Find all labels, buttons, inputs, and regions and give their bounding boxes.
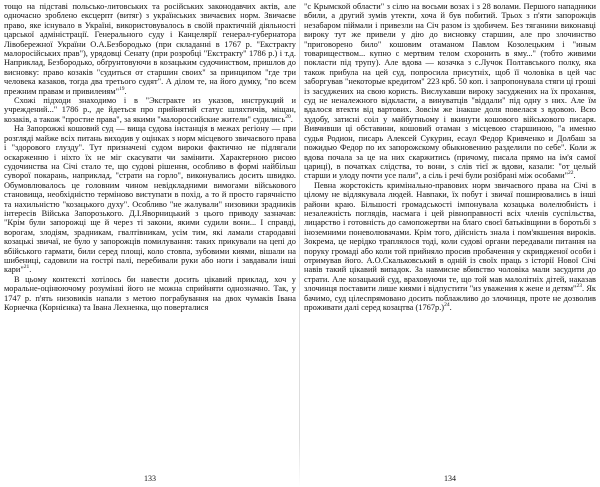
text-run: . bbox=[449, 303, 452, 312]
text-run: . Як бачимо, суд цілеспрямовано досить поблажливо до злочинця, проте не дозволив проживати далі серед козацтва (1767р.) bbox=[304, 284, 596, 312]
right-page-number: 134 bbox=[444, 474, 456, 483]
text-run: тощо на підставі польсько-литовських та російських законодавчих актів, але одночасно зроблено ексцерпт (витяг) з українських звичаєвих норм. Звичаєве право, яке існувало в Україні, використовувалось в своїй практичній діяльності царської адміністрації. Генерального суду і Канцелярії генерал-губернатора Лівобережної України О.А.Безбородько (при складанні в 1767 р. "Екстракту малоросійських прав"), урядовці Сенату (при розробці "Екстракту" 1786 р.) і т.д. Наприклад, Безбородько, обґрунтовуючи в козацьким судочинством, пришлов до висновку: право козаків "судиться от старшин своих" за принципом "где три человека казаков, тогда два третього судят". А ділом те, на його думку, "по всем прежним правам и привилеиям" bbox=[4, 2, 296, 96]
text-run: . bbox=[573, 171, 576, 181]
text-run: "с Крымской области" з сілю на восьми возах і з 28 волами. Першого нападники вбили, а другий зумів утекти, хоча й був побитий. Трьох з п'яти запорожців незабаром піймали і привезли на Січ разом із здобичем. Без тяганини виконавці вироку тут же привели у дію до висновку старшин, але про злочинство "приговорено било" кошовим отаманом Павлом Козолецьким і "иным товариществом... купно с мертвим телом схоронить в яму..." (тобто живими покласти під трупу). Але вдова — козачка з с.Лучок Полтавського полку, яка також прибула на цей суд, попросила присутніх, щоб її чоловіка в цей час заборгував "некоторые кредитом" 223 крб. 50 коп. і запропонувала стяги ці гроші із засуджених на свою користь. Вислухавши вироку засуджених на їх прохання, суд не неналежного відкласти, а винуватців "віддали" під одну з них. Але їм вдалося втекти від вартових. Зовсім же інакше доля повелася з вдовою. Всю худобу, затисні соіл у майбутньому і вкинути кошового військового писаря. Вивчивши ці обставини, кошовий отаман з місцевою старшиною, "а именно судья Родион, писарь Алексей Сукурин, есаул Федор Кривченко и Долбаш за пожидью Федор по их запорожскому обыкновению разделили по себе". Коли ж вдова почала за це на них скаржитись (причому, писала прямо на ім'я самої цариці), в початках слідства, то вони, з слів тієї ж вдови, казали: "от целый старши и улоду почти усе пали", а сіль і речі були розібрані між особами" bbox=[304, 2, 596, 181]
text-run: Схожі підходи знаходимо і в "Экстракте из указов, инструкций и учреждений..." 1786 р., де йдеться про прийнятий статус шляхтичів, міщан, козаків, а також "простие права", за якими "малороссийские жители" судились bbox=[4, 96, 296, 124]
footnote-marker: 19 bbox=[118, 85, 125, 92]
left-page-number: 133 bbox=[144, 474, 156, 483]
footnote-marker: 22 bbox=[568, 170, 574, 177]
right-page-text bbox=[304, 2, 596, 312]
text-run: . bbox=[29, 265, 32, 275]
text-run: . bbox=[290, 114, 293, 124]
paragraph bbox=[304, 2, 596, 181]
footnote-marker: 20 bbox=[285, 114, 291, 121]
right-page bbox=[304, 2, 596, 481]
paragraph bbox=[304, 181, 596, 313]
text-run: В цьому контексті хотілось би навести досить цікавий приклад, хоч у моральне-оцінюючому розумінні його не можна сприйняти однозначно. Так, у 1747 р. п'ять низовиків напали з метою пограбування на двох чумаків Івана Корнечка (Корнієнка) та Івана Лехненка, що поверталися bbox=[4, 274, 296, 312]
page-gutter bbox=[299, 0, 300, 487]
footnote-marker: 21 bbox=[23, 264, 30, 271]
paragraph bbox=[4, 96, 296, 124]
paragraph bbox=[4, 124, 296, 275]
footnote-marker: 23 bbox=[576, 283, 582, 290]
left-page-text bbox=[4, 2, 296, 312]
text-run: Певна жорстокість кримінально-правових норм звичаєвого права на Січі в цілому не відлякувала людей. Навпаки, їх побут і звичаї поширювались в інші райони краю. Більшості громадськості імпонувала козацька волелюбність і незалежність поглядів, насмага і цей рівноправності всіх членів суспільства, лицарство і готовність до самопожертви на благо своєї батьківщини в боротьбі з іноземними поневолювачами. Крім того, дійсність знала і пом'якшення вироків. Зокрема, це нерідко траплялося тоді, коли судові органи передавали питання на поруку громаді або коли той прийняло просив пробачення у скривдженої особи і отримував його. А.О.Скальковський в одній із своїх праць з історії Нової Січі навів такий цікавий випадок. За навмисне вбивство чоловіка мали засудити до страти. Але козацький суд, враховуючи те, що той мав малолітніх дітей, наказав злочинця поставити лише киями і відпустити "из уважения к жене и детям" bbox=[304, 180, 596, 294]
text-run: На Запорожжі кошовий суд — вища судова інстанція в межах регіону — при розгляді майже всіх питань виходив у оцінках з норм місцевого звичаєвого права і "здорового глузду". Тут призначені судом вироки фактично не підлягали оскарженню і ніхто їх не міг скасувати чи замінити. Характерною рисою судочинства на Січі стало те, що судові рішення, особливо в формі найбільш суворої покарань, наприклад, "страти на горло", виконувались досить швидко. Обумовлювалось це головним чином невідкладними вимогами військового становища, необхідністю терміново виступати в похід, а то й просто гарячністю та нахильністю "козацького духу". Особливо "не жалували" низовики зрадників інтересів Війська Запорозького. Д.І.Яворницький з цього приводу зазначав: "Крім були запорожці ще й через ті закони, якими судили вони... І справді, ворогам, злодіям, зрадникам, гвалтівникам, усім тим, які ламали стародавні козацькі звичаї, не було у запорожців помилування: таких прикували на цепі до вбійського гармати, били серед площі, коло стовпа, зубовими киями, вішали на шибениці, садовили на гострі палі, перебивали руки або ноги і завдавали інші кари" bbox=[4, 124, 296, 275]
paragraph bbox=[4, 275, 296, 313]
paragraph bbox=[4, 2, 296, 96]
footnote-marker: 24 bbox=[444, 302, 450, 309]
text-run: . bbox=[124, 86, 127, 96]
left-page bbox=[4, 2, 296, 481]
